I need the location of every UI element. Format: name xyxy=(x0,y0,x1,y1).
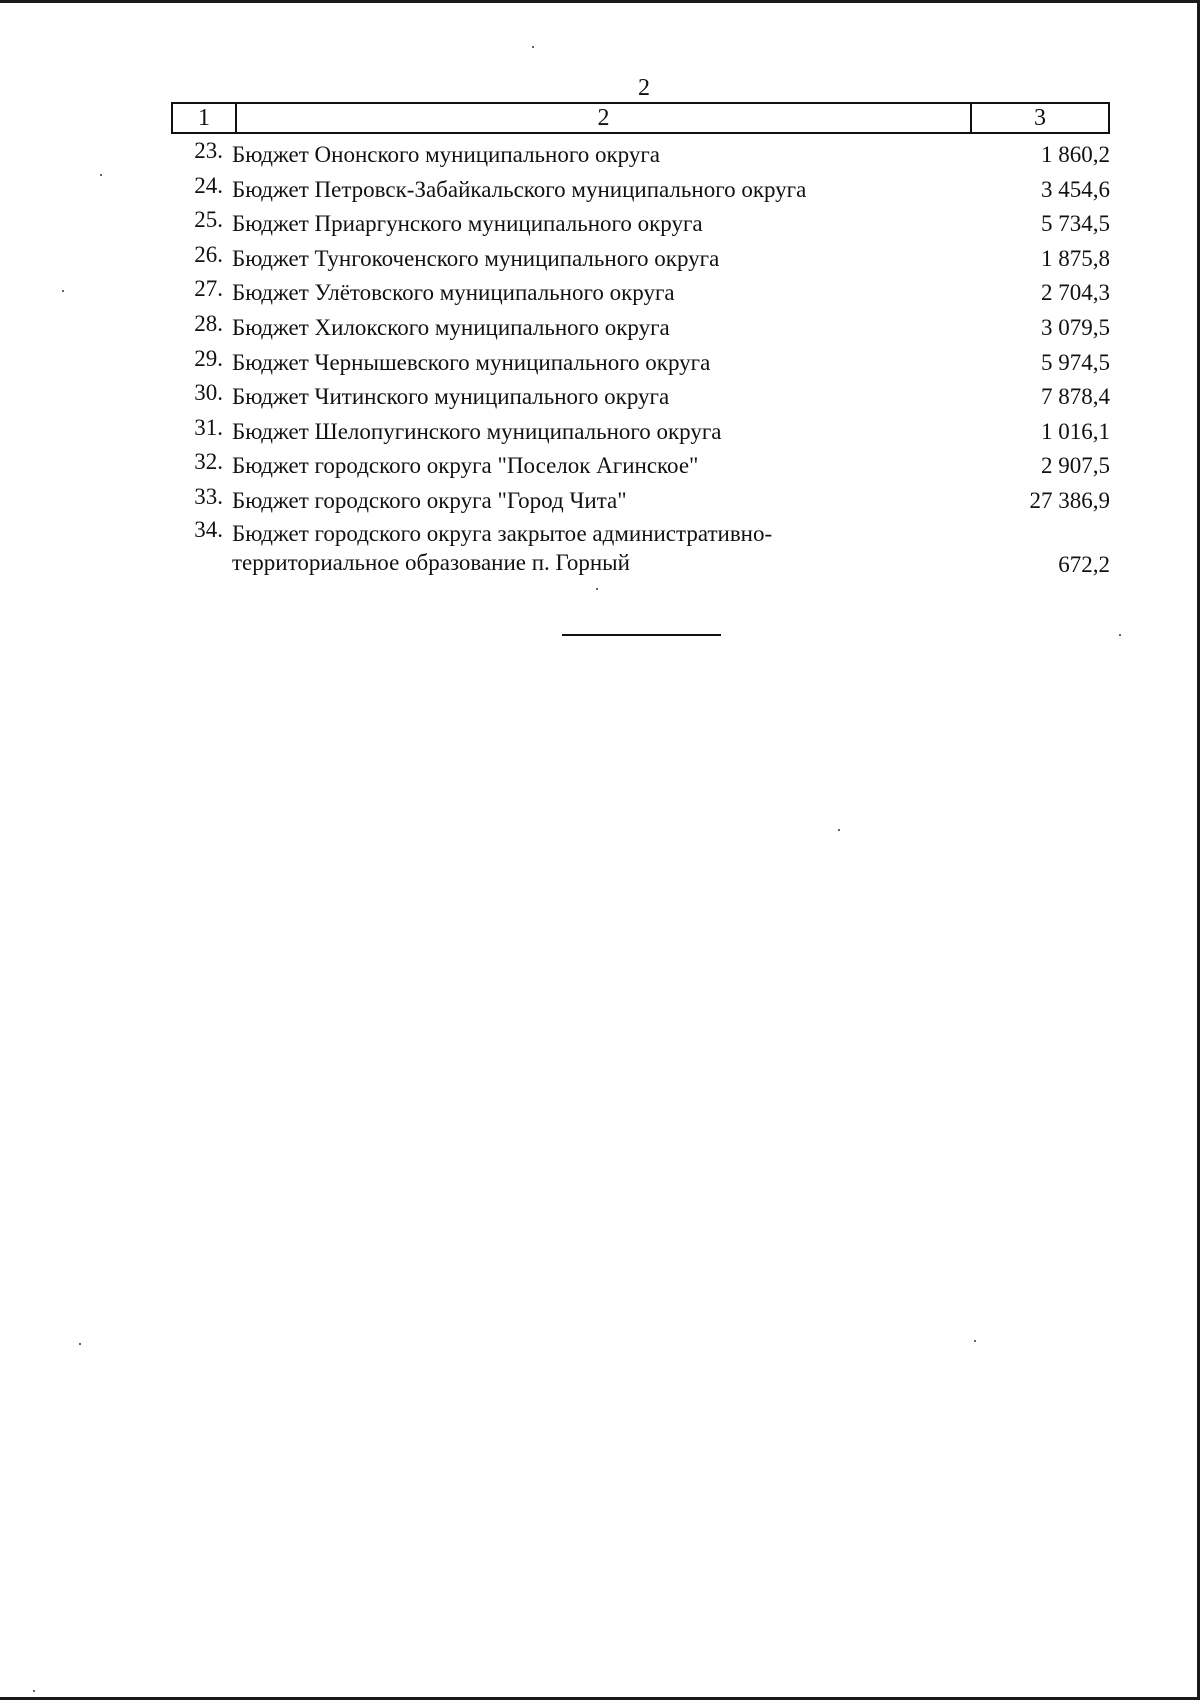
row-name: Бюджет Улётовского муниципального округа xyxy=(232,280,675,306)
row-value: 1 016,1 xyxy=(1041,418,1110,444)
table-header xyxy=(171,102,1110,134)
scan-speck xyxy=(100,174,102,176)
row-number: 25. xyxy=(194,207,223,233)
row-name: Бюджет городского округа "Поселок Агинское" xyxy=(232,453,699,479)
row-number: 32. xyxy=(194,449,223,475)
row-name: Бюджет Читинского муниципального округа xyxy=(232,384,670,410)
row-value: 5 974,5 xyxy=(1041,349,1110,375)
row-number: 27. xyxy=(194,276,223,302)
table-row xyxy=(171,415,1110,450)
table-row xyxy=(171,207,1110,242)
row-number: 24. xyxy=(194,172,223,198)
scan-edge-top xyxy=(0,0,1200,3)
row-number: 29. xyxy=(194,345,223,371)
row-name-line-2: территориальное образование п. Горный xyxy=(232,549,630,575)
scan-speck xyxy=(974,1340,976,1342)
header-col-3: 3 xyxy=(1034,105,1046,131)
table-row xyxy=(171,516,1110,579)
table-row xyxy=(171,138,1110,173)
page-number: 2 xyxy=(638,75,650,101)
row-value: 672,2 xyxy=(1058,551,1110,577)
scan-speck xyxy=(33,1690,35,1692)
row-name: Бюджет Хилокского муниципального округа xyxy=(232,314,670,340)
table-row xyxy=(171,173,1110,208)
header-col-1: 1 xyxy=(173,104,237,132)
row-name: Бюджет Приаргунского муниципального округа xyxy=(232,211,703,237)
header-col-2: 2 xyxy=(237,104,972,132)
row-number: 28. xyxy=(194,310,223,336)
row-number: 31. xyxy=(194,414,223,440)
row-name: Бюджет Петровск-Забайкальского муниципального округа xyxy=(232,176,807,202)
row-number: 26. xyxy=(194,241,223,267)
row-name: Бюджет Ононского муниципального округа xyxy=(232,142,660,167)
scan-speck xyxy=(1119,634,1121,636)
row-number: 23. xyxy=(194,138,223,163)
row-number: 33. xyxy=(194,483,223,509)
end-of-table-rule xyxy=(562,634,721,636)
table-row xyxy=(171,380,1110,415)
row-value: 2 907,5 xyxy=(1041,453,1110,479)
row-value: 3 454,6 xyxy=(1041,176,1110,202)
table-row xyxy=(171,276,1110,311)
row-name: Бюджет Тунгокоченского муниципального округа xyxy=(232,245,720,271)
row-name: Бюджет Чернышевского муниципального округа xyxy=(232,349,711,375)
row-value: 2 704,3 xyxy=(1041,280,1110,306)
table-row xyxy=(171,484,1110,519)
table-row xyxy=(171,449,1110,484)
row-number: 30. xyxy=(194,380,223,406)
table-row xyxy=(171,346,1110,381)
row-value: 1 860,2 xyxy=(1041,142,1110,167)
row-name xyxy=(232,519,930,577)
row-value: 27 386,9 xyxy=(1029,487,1110,513)
row-value: 1 875,8 xyxy=(1041,245,1110,271)
table-row xyxy=(171,242,1110,277)
budget-table-body xyxy=(171,138,1110,579)
row-name-line-1: Бюджет городского округа закрытое административно- xyxy=(232,520,773,546)
scan-speck xyxy=(62,290,64,292)
row-value: 5 734,5 xyxy=(1041,211,1110,237)
scan-speck xyxy=(596,588,598,590)
row-name: Бюджет городского округа "Город Чита" xyxy=(232,487,627,513)
scan-speck xyxy=(838,829,840,831)
row-value: 3 079,5 xyxy=(1041,314,1110,340)
scan-speck xyxy=(532,46,534,48)
scan-speck xyxy=(79,1343,81,1345)
row-value: 7 878,4 xyxy=(1041,384,1110,410)
row-name: Бюджет Шелопугинского муниципального округа xyxy=(232,418,722,444)
row-number: 34. xyxy=(194,516,223,542)
table-row xyxy=(171,311,1110,346)
